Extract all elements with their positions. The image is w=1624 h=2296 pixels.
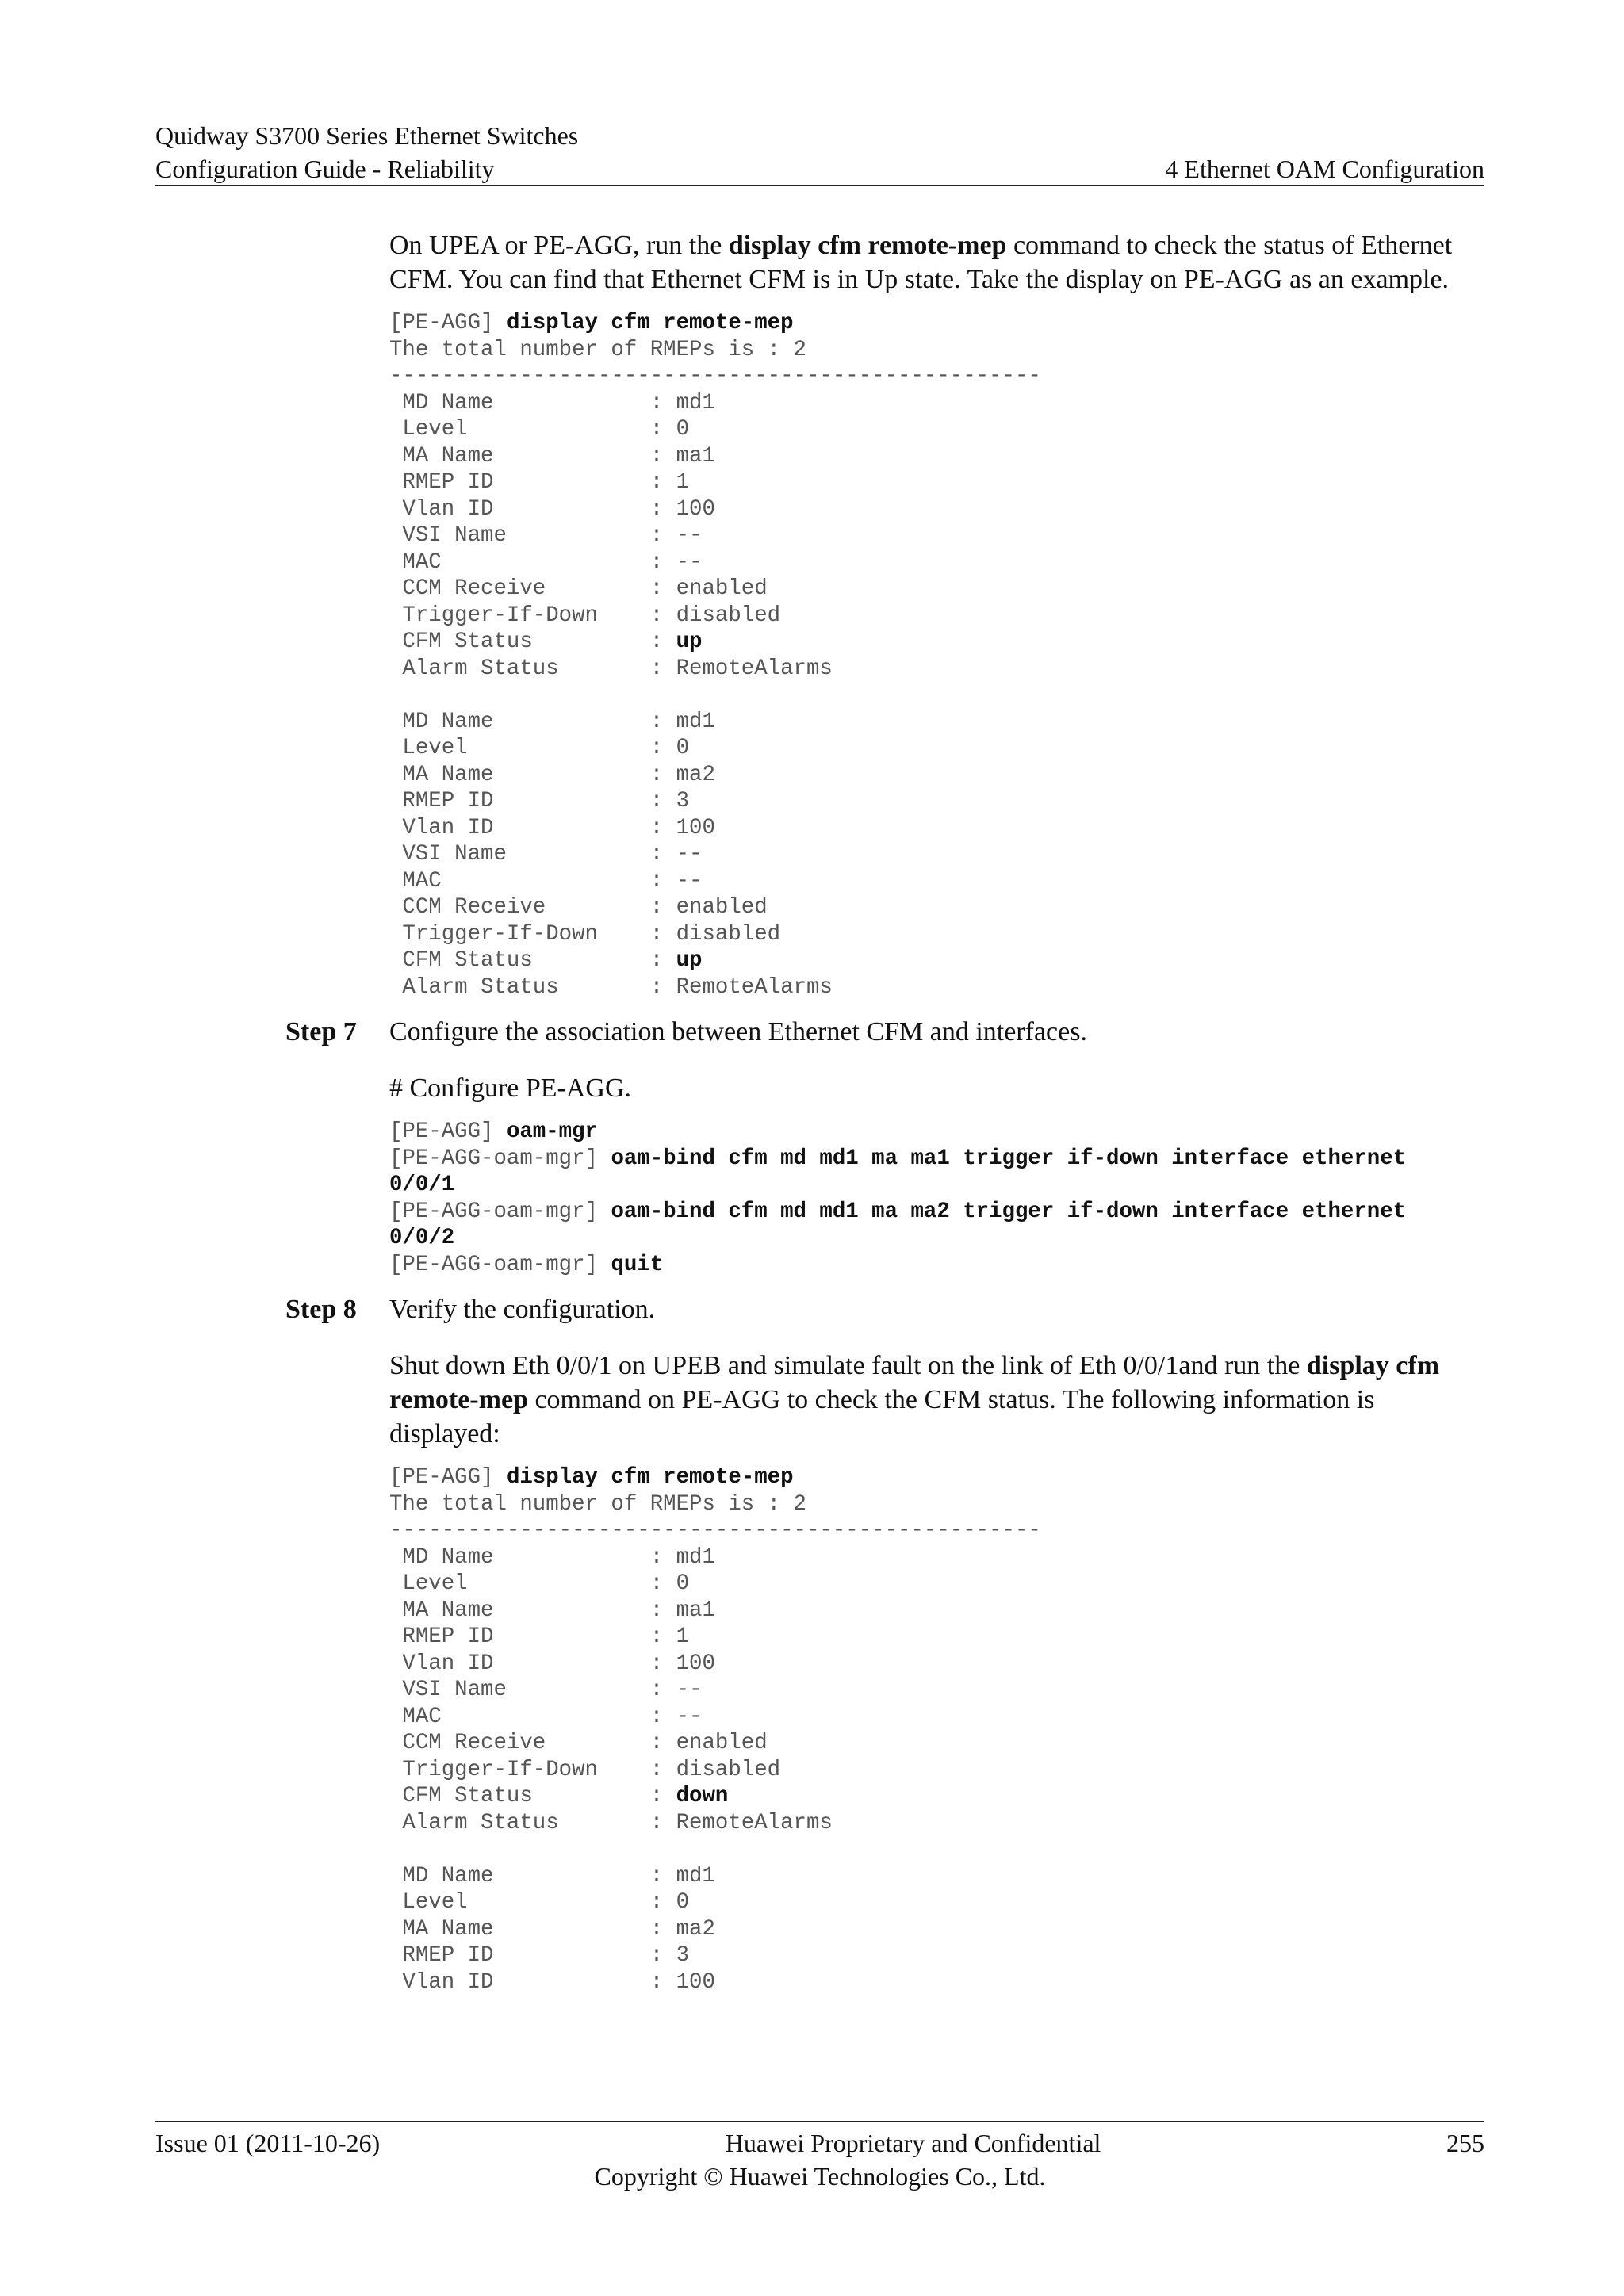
step-8	[285, 1292, 1484, 1996]
config-commands: [PE-AGG] oam-mgr [PE-AGG-oam-mgr] oam-bind cfm md md1 ma ma1 trigger if-down interface ethernet 0/0/1 [PE-AGG-oam-mgr] oam-bind cfm md md1 ma ma2 trigger if-down interface ethernet 0/0/2 [PE-AGG-oam-mgr] quit	[389, 1119, 1407, 1277]
page-footer	[155, 2126, 1484, 2193]
intro-command: display cfm remote-mep	[728, 231, 1007, 260]
footer-issue: Issue 01 (2011-10-26)	[155, 2129, 381, 2157]
header-chapter: 4 Ethernet OAM Configuration	[1165, 155, 1484, 183]
step-7-text: Configure the association between Ethernet CFM and interfaces.	[389, 1017, 1087, 1047]
display-command: display cfm remote-mep	[506, 1465, 794, 1490]
rmep-block-2: MD Name : md1 Level : 0 MA Name : ma2 RMEP ID : 3 Vlan ID : 100	[402, 1863, 715, 1995]
cfm-status-value: down	[676, 1784, 729, 1808]
display-command: display cfm remote-mep	[506, 311, 794, 335]
rmep-block-2: MD Name : md1 Level : 0 MA Name : ma2 RMEP ID : 3 Vlan ID : 100 VSI Name : -- MAC : -- CCM Receive : enabled Trigger-If-Down : disabled	[402, 709, 781, 947]
rmep-block-1: MD Name : md1 Level : 0 MA Name : ma1 RMEP ID : 1 Vlan ID : 100 VSI Name : -- MAC : -- CCM Receive : enabled Trigger-If-Down : disabled	[402, 390, 781, 628]
page-header	[155, 119, 1484, 186]
page-number: 255	[1446, 2129, 1484, 2157]
header-product: Quidway S3700 Series Ethernet Switches	[155, 121, 579, 150]
display-output-1: [PE-AGG] display cfm remote-mep The total number of RMEPs is : 2 -------------------------------------------------- MD Name : md1 Level : 0 MA Name : ma1 RMEP ID : 1 Vlan ID : 100 VSI Name : -- MAC : -- CCM Receive : enabled Trigger-If-Down : disabled CFM Status : up Alarm Status : RemoteAlarms MD Name : md1 Level : 0 MA Name : ma2 RMEP ID : 3 Vlan ID : 100 VSI Name : -- MAC : -- CCM Receive : enabled Trigger-If-Down : disabled CFM Status : up Alarm Status : RemoteAlarms	[389, 311, 1041, 1000]
step-7-sub: # Configure PE-AGG.	[389, 1073, 632, 1103]
footer-copyright: Copyright © Huawei Technologies Co., Ltd.	[594, 2162, 1046, 2191]
page-body	[285, 228, 1484, 1996]
step-8-label: Step 8	[285, 1295, 357, 1324]
header-rule	[155, 185, 1484, 186]
step-7-label: Step 7	[285, 1017, 357, 1047]
header-guide: Configuration Guide - Reliability	[155, 155, 495, 183]
footer-confidential: Huawei Proprietary and Confidential	[725, 2129, 1101, 2157]
step-8-command: display cfm remote-mep	[389, 1351, 1440, 1414]
cfm-status-value: up	[676, 948, 703, 973]
cfm-status-value: up	[676, 629, 703, 654]
footer-rule	[155, 2121, 1484, 2122]
rmep-block-1: MD Name : md1 Level : 0 MA Name : ma1 RMEP ID : 1 Vlan ID : 100 VSI Name : -- MAC : -- CCM Receive : enabled Trigger-If-Down : disabled	[402, 1544, 781, 1782]
step-8-text: Verify the configuration.	[389, 1295, 656, 1324]
step-8-description: Shut down Eth 0/0/1 on UPEB and simulate fault on the link of Eth 0/0/1and run the display cfm remote-mep command on PE-AGG to check the CFM status. The following information is displayed:	[389, 1351, 1440, 1448]
intro-paragraph: On UPEA or PE-AGG, run the display cfm remote-mep command to check the status of Ethernet CFM. You can find that Ethernet CFM is in Up state. Take the display on PE-AGG as an example.	[389, 231, 1453, 294]
display-output-2: [PE-AGG] display cfm remote-mep The total number of RMEPs is : 2 -------------------------------------------------- MD Name : md1 Level : 0 MA Name : ma1 RMEP ID : 1 Vlan ID : 100 VSI Name : -- MAC : -- CCM Receive : enabled Trigger-If-Down : disabled CFM Status : down Alarm Status : RemoteAlarms MD Name : md1 Level : 0 MA Name : ma2 RMEP ID : 3 Vlan ID : 100	[389, 1465, 1041, 1995]
step-7	[285, 1015, 1484, 1278]
